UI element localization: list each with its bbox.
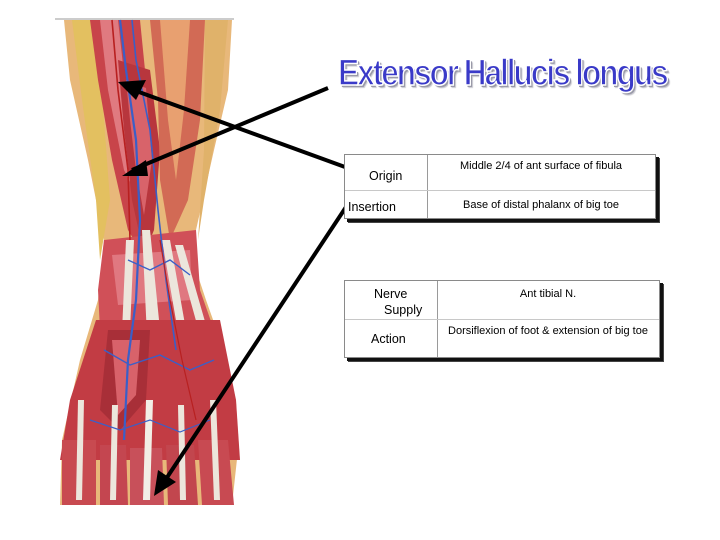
insertion-label: Insertion [348, 200, 396, 214]
slide-title: Extensor Hallucis longus [338, 52, 667, 93]
action-value: Dorsiflexion of foot & extension of big toe [448, 325, 648, 337]
nerve-supply-value: Ant tibial N. [519, 288, 577, 300]
table-row-nerve-supply [345, 281, 659, 319]
table-row-action [345, 320, 659, 357]
nerve-supply-label-line1: Nerve [374, 287, 408, 301]
nerve-action-table [344, 280, 660, 358]
origin-label: Origin [369, 169, 403, 183]
table-row-origin [345, 155, 655, 190]
origin-insertion-table [344, 154, 656, 219]
action-label: Action [371, 332, 406, 346]
nerve-supply-label-line2: Supply [384, 303, 423, 317]
origin-value: Middle 2/4 of ant surface of fibula [459, 160, 623, 172]
insertion-value: Base of distal phalanx of big toe [463, 199, 619, 211]
table-row-insertion [345, 191, 655, 218]
anatomy-drawing [55, 19, 240, 505]
